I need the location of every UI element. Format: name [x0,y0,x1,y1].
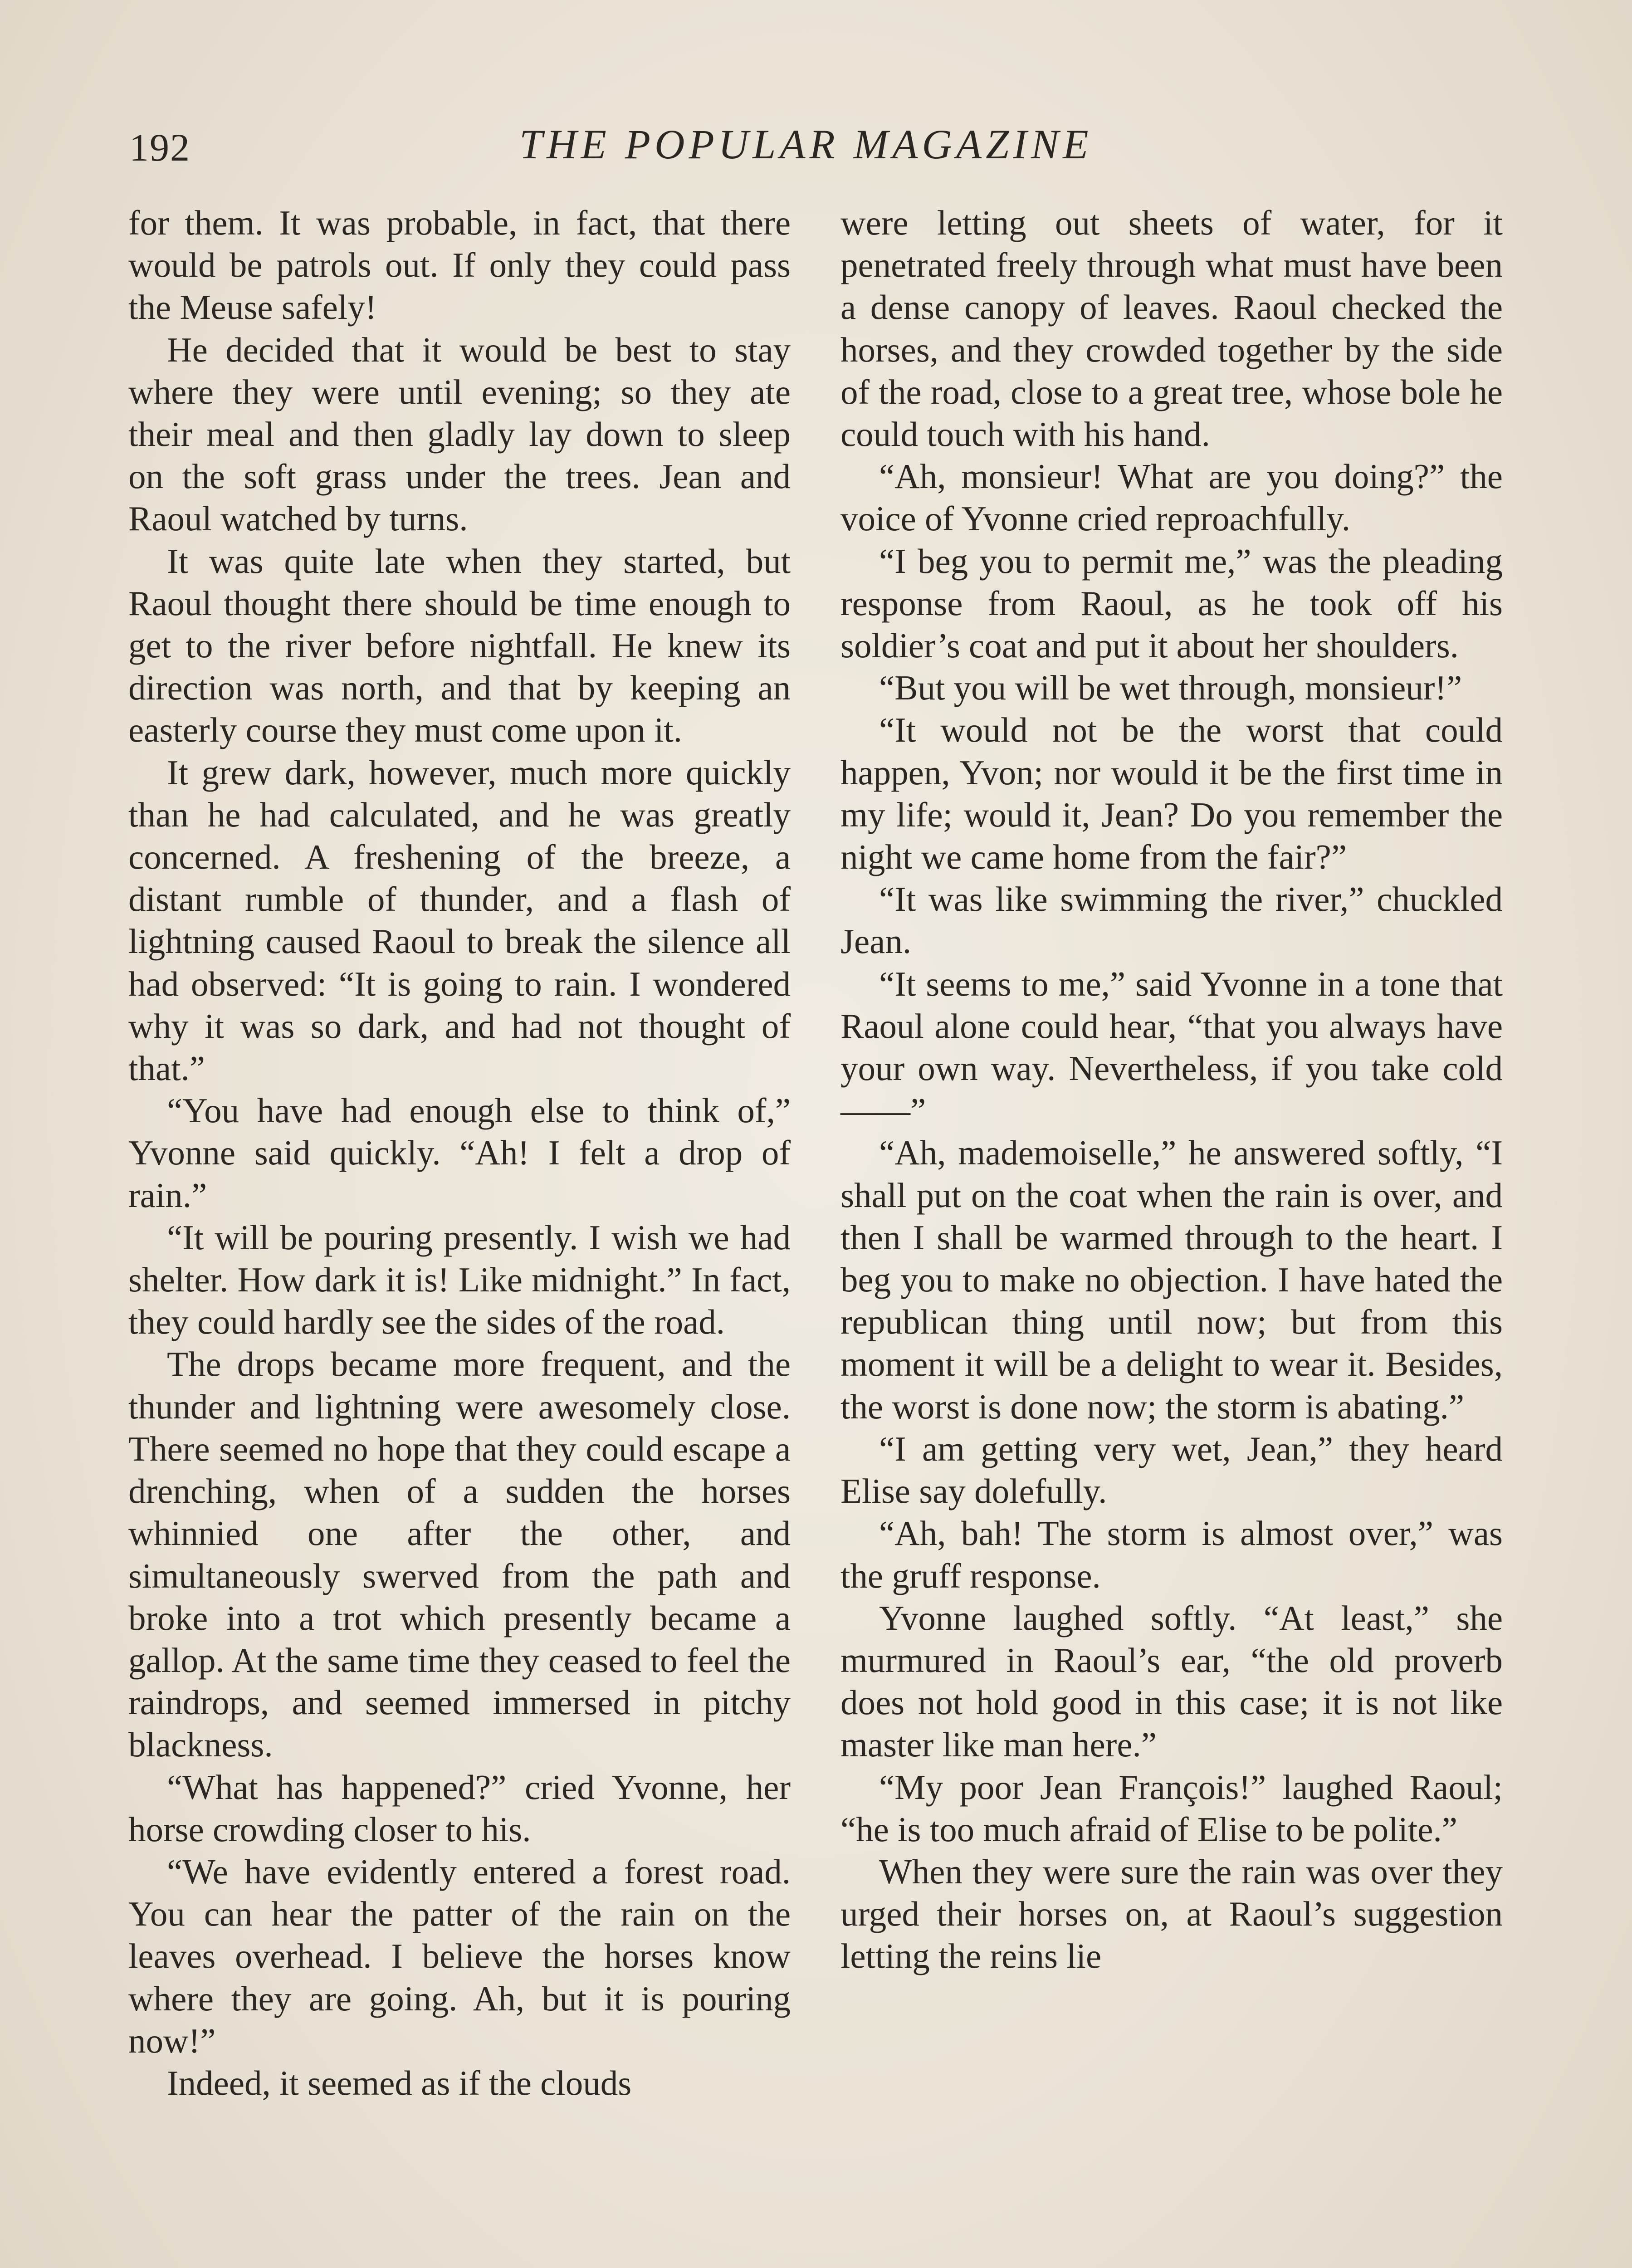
magazine-title: THE POPULAR MAGAZINE [519,121,1093,167]
paragraph: Yvonne laughed softly. “At least,” she murmured in Raoul’s ear, “the old proverb does not hold good in this case; it is not like master like man here.” [840,1598,1503,1765]
paragraph: “What has happened?” cried Yvonne, her horse crowding closer to his. [128,1767,791,1849]
paragraph: It was quite late when they started, but Raoul thought there should be time enough to get to the river before nightfall. He knew its direction was north, and that by keeping an easterly course they must come upon it. [128,541,791,750]
paragraph: “I beg you to permit me,” was the pleading response from Raoul, as he took off his soldier’s coat and put it about her shoulders. [840,541,1503,665]
paragraph: It grew dark, however, much more quickly than he had calculated, and he was greatly concerned. A freshening of the breeze, a distant rumble of thunder, and a flash of lightning caused Raoul to break the silence all had observed: “It is going to rain. I wondered why it was so dark, and had not thought of that.” [128,753,791,1088]
paragraph: “It was like swimming the river,” chuckled Jean. [840,880,1503,961]
left-column [128,202,791,2104]
paragraph: He decided that it would be best to stay where they were until evening; so they ate their meal and then gladly lay down to sleep on the soft grass under the trees. Jean and Raoul watched by turns. [128,330,791,538]
paragraph: The drops became more frequent, and the thunder and lightning were awesomely close. There seemed no hope that they could escape a drenching, when of a sudden the horses whinnied one after the other, and simultaneously swerved from the path and broke into a trot which presently became a gallop. At the same time they ceased to feel the raindrops, and seemed immersed in pitchy blackness. [128,1344,791,1765]
paragraph: “We have evidently entered a forest road. You can hear the patter of the rain on the leaves overhead. I believe the horses know where they are going. Ah, but it is pouring now!” [128,1852,791,2060]
paragraph: “You have had enough else to think of,” Yvonne said quickly. “Ah! I felt a drop of rain.” [128,1091,791,1215]
paragraph: “But you will be wet through, monsieur!” [879,668,1462,708]
page-header [129,116,1504,175]
paragraph: When they were sure the rain was over they urged their horses on, at Raoul’s suggestion letting the reins lie [840,1852,1503,1976]
paragraph: “Ah, monsieur! What are you doing?” the voice of Yvonne cried reproachfully. [840,457,1503,538]
paragraph: “It will be pouring presently. I wish we had shelter. How dark it is! Like midnight.” In fact, they could hardly see the sides of the road. [128,1217,791,1342]
paragraph: “Ah, bah! The storm is almost over,” was the gruff response. [840,1514,1503,1595]
paragraph: “My poor Jean François!” laughed Raoul; “he is too much afraid of Elise to be polite.” [840,1767,1503,1849]
page-number: 192 [129,126,191,169]
paragraph: Indeed, it seemed as if the clouds [167,2063,632,2102]
paragraph: “Ah, mademoiselle,” he answered softly, “I shall put on the coat when the rain is over, and then I shall be warmed through to the heart. I beg you to make no objection. I have hated the republican thing until now; but from this moment it will be a delight to wear it. Besides, the worst is done now; the storm is abating.” [840,1133,1503,1426]
paragraph: were letting out sheets of water, for it penetrated freely through what must have been a dense canopy of leaves. Raoul checked the horses, and they crowded together by the side of the road, close to a great tree, whose bole he could touch with his hand. [840,203,1503,454]
paragraph: “It seems to me,” said Yvonne in a tone that Raoul alone could hear, “that you always have your own way. Nevertheless, if you take cold——” [840,964,1503,1130]
right-column [840,202,1503,1978]
paragraph: for them. It was probable, in fact, that there would be patrols out. If only they could pass the Meuse safely! [128,203,791,327]
paragraph: “I am getting very wet, Jean,” they heard Elise say dolefully. [840,1429,1503,1511]
paragraph: “It would not be the worst that could happen, Yvon; nor would it be the first time in my life; would it, Jean? Do you remember the night we came home from the fair?” [840,710,1503,877]
